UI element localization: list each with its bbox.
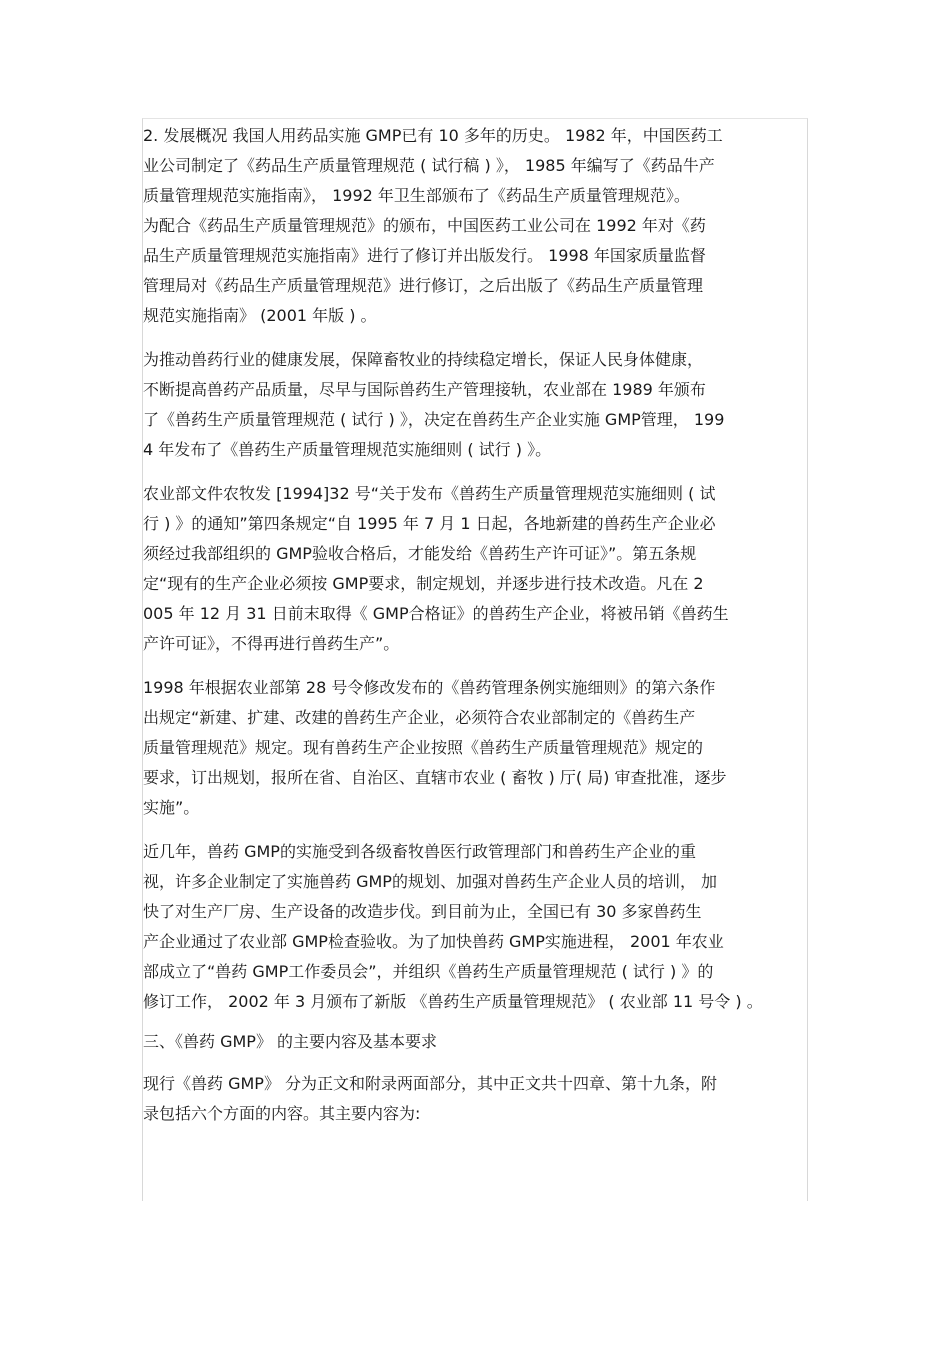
text-line: 视，许多企业制定了实施兽药 GMP的规划、加强对兽药生产企业人员的培训， 加 (143, 872, 718, 891)
text-line: 1998 年根据农业部第 28 号令修改发布的《兽药管理条例实施细则》的第六条作 (143, 678, 716, 697)
paragraph-development-overview (143, 121, 811, 331)
text-line: 近几年，兽药 GMP的实施受到各级畜牧兽医行政管理部门和兽药生产企业的重 (143, 842, 696, 861)
paragraph-1998-regulation (143, 673, 811, 823)
text-line: 品生产质量管理规范实施指南》进行了修订并出版发行。 1998 年国家质量监督 (143, 246, 706, 265)
text-line: 要求，订出规划，报所在省、自治区、直辖市农业 ( 畜牧 ) 厅( 局) 审查批准，逐步 (143, 768, 727, 787)
paragraph-main-content (143, 1069, 811, 1129)
text-line: 不断提高兽药产品质量，尽早与国际兽药生产管理接轨，农业部在 1989 年颁布 (143, 380, 706, 399)
heading-line: 三、《兽药 GMP》 的主要内容及基本要求 (143, 1032, 438, 1051)
text-line: 质量管理规范》规定。现有兽药生产企业按照《兽药生产质量管理规范》规定的 (143, 738, 704, 757)
text-line: 规范实施指南》 (2001 年版 ) 。 (143, 306, 377, 325)
text-line: 产许可证》，不得再进行兽药生产”。 (143, 634, 400, 653)
text-line: 2. 发展概况 我国人用药品实施 GMP已有 10 多年的历史。 1982 年，中国医药工 (143, 126, 723, 145)
text-line: 为推动兽药行业的健康发展，保障畜牧业的持续稳定增长，保证人民身体健康， (143, 350, 704, 369)
text-line: 行 ) 》的通知”第四条规定“自 1995 年 7 月 1 日起，各地新建的兽药生产企业必 (143, 514, 716, 533)
section-heading (143, 1027, 811, 1057)
paragraph-recent-years (143, 837, 811, 1017)
text-line: 须经过我部组织的 GMP验收合格后，才能发给《兽药生产许可证》”。第五条规 (143, 544, 697, 563)
text-line: 为配合《药品生产质量管理规范》的颁布，中国医药工业公司在 1992 年对《药 (143, 216, 706, 235)
text-line: 快了对生产厂房、生产设备的改造步伐。到目前为止，全国已有 30 多家兽药生 (143, 902, 702, 921)
text-line: 部成立了“兽药 GMP工作委员会”，并组织《兽药生产质量管理规范 ( 试行 ) 》的 (143, 962, 714, 981)
text-line: 了《兽药生产质量管理规范 ( 试行 ) 》，决定在兽药生产企业实施 GMP管理， 199 (143, 410, 725, 429)
document-body (143, 121, 811, 1129)
text-line: 出规定“新建、扩建、改建的兽药生产企业，必须符合农业部制定的《兽药生产 (143, 708, 696, 727)
text-line: 实施”。 (143, 798, 200, 817)
text-line: 录包括六个方面的内容。其主要内容为: (143, 1104, 421, 1123)
text-line: 005 年 12 月 31 日前末取得《 GMP合格证》的兽药生产企业，将被吊销《兽药生 (143, 604, 729, 623)
text-line: 农业部文件农牧发 [1994]32 号“关于发布《兽药生产质量管理规范实施细则 ( 试 (143, 484, 716, 503)
text-line: 现行《兽药 GMP》 分为正文和附录两面部分，其中正文共十四章、第十九条，附 (143, 1074, 718, 1093)
text-line: 业公司制定了《药品生产质量管理规范 ( 试行稿 ) 》， 1985 年编写了《药品牛产 (143, 156, 715, 175)
paragraph-veterinary-gmp-intro (143, 345, 811, 465)
text-line: 质量管理规范实施指南》， 1992 年卫生部颁布了《药品生产质量管理规范》。 (143, 186, 690, 205)
text-line: 4 年发布了《兽药生产质量管理规范实施细则 ( 试行 ) 》。 (143, 440, 552, 459)
text-line: 产企业通过了农业部 GMP检查验收。为了加快兽药 GMP实施进程， 2001 年农业 (143, 932, 724, 951)
text-line: 修订工作， 2002 年 3 月颁布了新版 《兽药生产质量管理规范》 ( 农业部 11 号令 ) 。 (143, 992, 763, 1011)
paragraph-ministry-notice (143, 479, 811, 659)
text-line: 管理局对《药品生产质量管理规范》进行修订，之后出版了《药品生产质量管理 (143, 276, 704, 295)
text-line: 定“现有的生产企业必须按 GMP要求，制定规划，并逐步进行技术改造。凡在 2 (143, 574, 704, 593)
